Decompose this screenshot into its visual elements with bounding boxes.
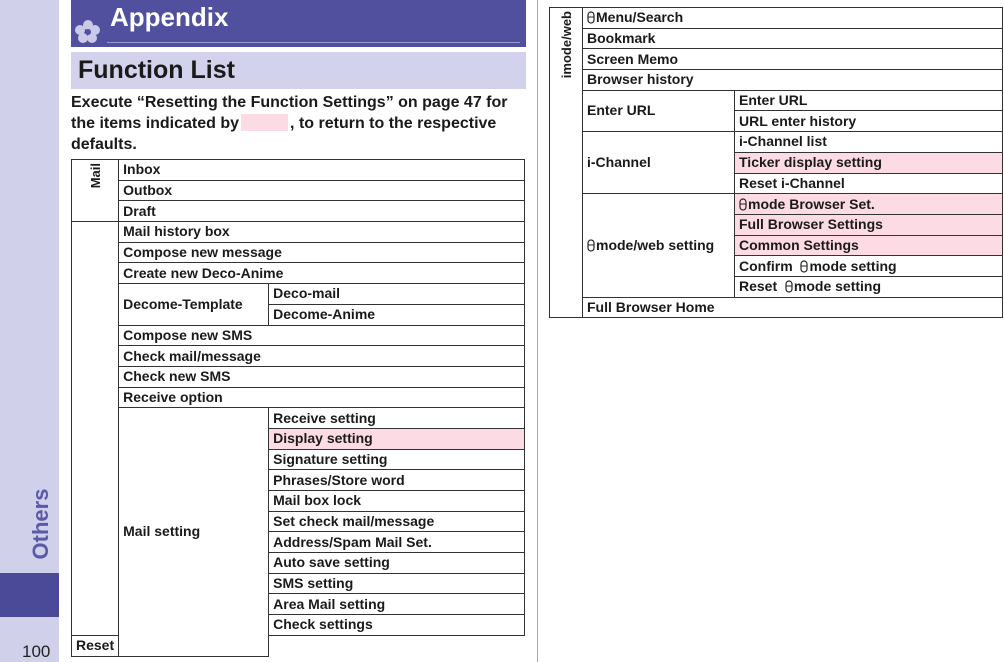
imode-icon (800, 260, 808, 273)
section-tab (0, 573, 59, 617)
table-row: Screen Memo (583, 49, 1003, 70)
table-cell: Receive setting (269, 408, 525, 429)
table-row-group: i-Channel (583, 132, 735, 194)
table-row: Outbox (119, 180, 525, 201)
flower-icon (73, 18, 103, 44)
table-cell: i-Channel list (735, 132, 1003, 153)
intro-text (71, 92, 523, 155)
table-row-group: Enter URL (583, 90, 735, 131)
table-row: Inbox (119, 160, 525, 181)
table-cell-highlighted: mode Browser Set. (735, 194, 1003, 215)
table-cell-highlighted: Display setting (269, 428, 525, 449)
imode-icon (739, 198, 747, 211)
table-cell: Enter URL (735, 90, 1003, 111)
table-cell: URL enter history (735, 111, 1003, 132)
section-heading (71, 52, 526, 89)
column-divider (537, 0, 538, 662)
page-title: Appendix (110, 2, 229, 32)
table-cell: Set check mail/message (269, 511, 525, 532)
page-header (71, 0, 526, 47)
table-cell-highlighted: Common Settings (735, 235, 1003, 256)
table-cell-highlighted: Ticker display setting (735, 152, 1003, 173)
table-cell: Reset mode setting (735, 276, 1003, 297)
table-cell: Signature setting (269, 449, 525, 470)
table-cell-highlighted: Full Browser Settings (735, 214, 1003, 235)
imode-function-table (549, 7, 1003, 318)
header-rule (107, 42, 520, 43)
table-cell: Decome-Anime (269, 304, 525, 325)
highlight-swatch (241, 114, 288, 131)
table-cell: Deco-mail (269, 284, 525, 305)
table-row-group: Mail setting (119, 408, 269, 656)
table-row: Check new SMS (119, 366, 525, 387)
table-cell: Mail box lock (269, 491, 525, 512)
table-cell: Phrases/Store word (269, 470, 525, 491)
table-cell: Check settings (269, 615, 525, 636)
mail-function-table (71, 159, 525, 657)
imode-icon (785, 280, 793, 293)
table-row: Draft (119, 201, 525, 222)
imode-icon (587, 11, 595, 24)
table-row: Full Browser Home (583, 297, 1003, 318)
table-row-group: Decome-Template (119, 284, 269, 325)
intro-text-before: Execute “Resetting the Function Settings” on page 47 for the items indicated by (71, 94, 508, 132)
section-label: Others (28, 488, 53, 560)
imode-icon (587, 239, 595, 252)
table-cell: Reset (72, 635, 119, 656)
table-row: Compose new message (119, 242, 525, 263)
table-row: Create new Deco-Anime (119, 263, 525, 284)
table-row: Check mail/message (119, 346, 525, 367)
table-cell: Confirm mode setting (735, 256, 1003, 277)
table-cell: Address/Spam Mail Set. (269, 532, 525, 553)
table-row: Receive option (119, 387, 525, 408)
category-mail: Mail (72, 160, 119, 222)
intro-text-after: , to return to the respective defaults. (71, 115, 497, 153)
table-row: Menu/Search (583, 8, 1003, 29)
table-cell: SMS setting (269, 573, 525, 594)
table-row: Mail history box (119, 222, 525, 243)
category-imode: imode/web (550, 8, 583, 318)
table-cell: Reset i-Channel (735, 173, 1003, 194)
section-title: Function List (78, 56, 235, 84)
table-row: Bookmark (583, 28, 1003, 49)
table-cell: Area Mail setting (269, 594, 525, 615)
page-number: 100 (22, 642, 51, 661)
table-row-group: mode/web setting (583, 194, 735, 297)
table-cell: Auto save setting (269, 553, 525, 574)
category-mail-continued (72, 222, 119, 636)
table-row: Browser history (583, 70, 1003, 91)
table-row: Compose new SMS (119, 325, 525, 346)
side-index-bar (0, 0, 59, 662)
